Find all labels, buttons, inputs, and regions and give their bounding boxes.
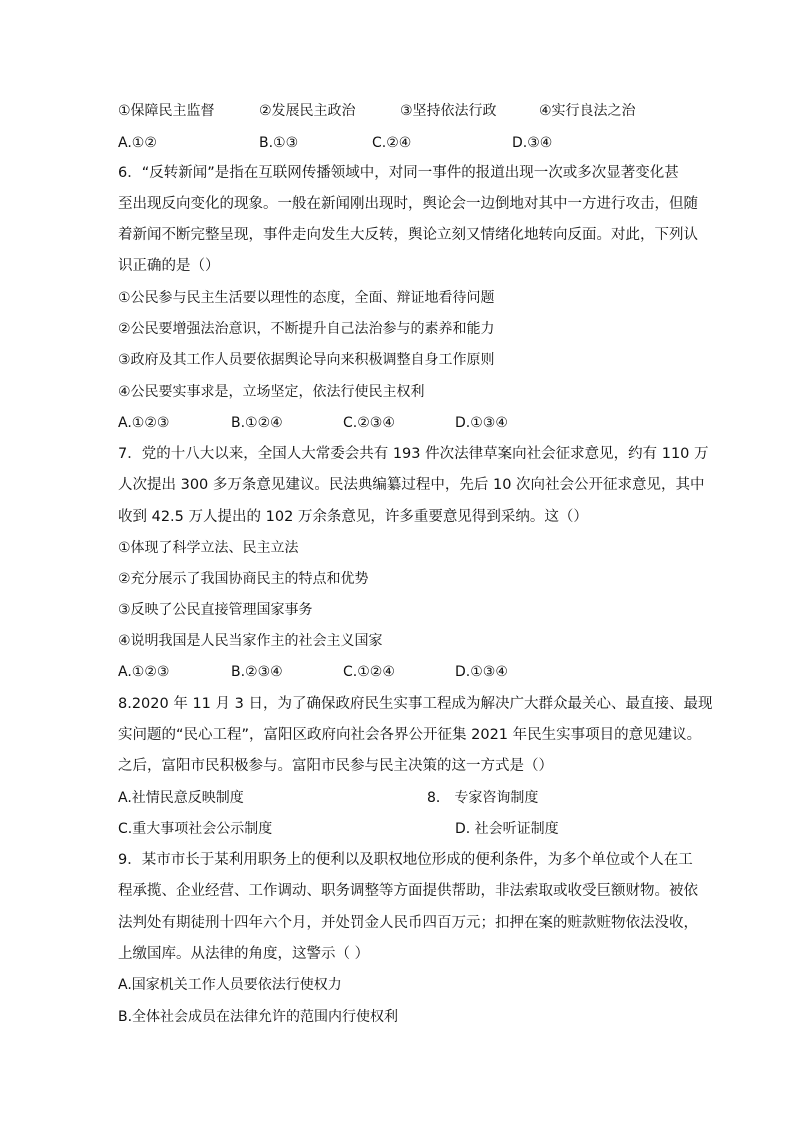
q8-option-c[interactable]: C.重大事项社会公示制度 [118, 821, 273, 837]
q8-stem-line: 8.2020 年 11 月 3 日，为了确保政府民生实事工程成为解决广大群众最关心、最直接、最现 [118, 696, 713, 712]
q5-option-d[interactable]: D.③④ [512, 135, 553, 151]
q5-item: ③坚持依法行政 [400, 103, 497, 119]
q5-option-c[interactable]: C.②④ [372, 135, 412, 151]
q7-option-c[interactable]: C.①②④ [343, 664, 395, 680]
q9-stem-line: 上缴国库。从法律的角度，这警示（ ） [118, 946, 370, 962]
q9-stem-line: 法判处有期徒刑十四年六个月，并处罚金人民币四百万元；扣押在案的赃款赃物依法没收， [118, 915, 698, 931]
q6-item: ③政府及其工作人员要依据舆论导向来积极调整自身工作原则 [118, 352, 495, 368]
q8-stem-line: 实问题的“民心工程”，富阳区政府向社会各界公开征集 2021 年民生实事项目的意见建议。 [118, 727, 702, 743]
q8-option-b[interactable]: 8． 专家咨询制度 [427, 790, 539, 806]
q8-option-d[interactable]: D. 社会听证制度 [455, 821, 559, 837]
q7-item: ③反映了公民直接管理国家事务 [118, 602, 313, 618]
q6-stem-line: 识正确的是（） [118, 258, 220, 274]
q5-item: ②发展民主政治 [259, 103, 356, 119]
q8-stem-line: 之后，富阳市民积极参与。富阳市民参与民主决策的这一方式是（） [118, 758, 553, 774]
q7-item: ②充分展示了我国协商民主的特点和优势 [118, 571, 369, 587]
q6-item: ①公民参与民主生活要以理性的态度，全面、辩证地看待问题 [118, 290, 495, 306]
q7-stem-line: 收到 42.5 万人提出的 102 万余条意见，许多重要意见得到采纳。这（） [118, 509, 588, 525]
q7-option-d[interactable]: D.①③④ [455, 664, 508, 680]
q9-stem-line: 9．某市市长于某利用职务上的便利以及职权地位形成的便利条件，为多个单位或个人在工 [118, 852, 693, 868]
q6-stem-line: 6．“反转新闻”是指在互联网传播领域中，对同一事件的报道出现一次或多次显著变化甚 [118, 165, 679, 181]
q7-option-a[interactable]: A.①②③ [118, 664, 170, 680]
q7-option-b[interactable]: B.②③④ [231, 664, 283, 680]
q6-stem-line: 着新闻不断完整呈现，事件走向发生大反转，舆论立刻又情绪化地转向反面。对此，下列认 [118, 227, 698, 243]
q6-option-d[interactable]: D.①③④ [455, 415, 508, 431]
q9-option-b[interactable]: B.全体社会成员在法律允许的范围内行使权利 [118, 1009, 399, 1025]
q5-option-a[interactable]: A.①② [118, 135, 157, 151]
q7-stem-line: 7．党的十八大以来，全国人大常委会共有 193 件次法律草案向社会征求意见，约有 110 万 [118, 446, 709, 462]
q6-option-b[interactable]: B.①②④ [231, 415, 283, 431]
q7-item: ④说明我国是人民当家作主的社会主义国家 [118, 633, 383, 649]
q8-option-a[interactable]: A.社情民意反映制度 [118, 790, 244, 806]
q5-item: ④实行良法之治 [539, 103, 636, 119]
q6-option-c[interactable]: C.②③④ [343, 415, 395, 431]
q9-stem-line: 程承揽、企业经营、工作调动、职务调整等方面提供帮助，非法索取或收受巨额财物。被依 [118, 883, 698, 899]
q6-option-a[interactable]: A.①②③ [118, 415, 170, 431]
q5-option-b[interactable]: B.①③ [259, 135, 299, 151]
q6-item: ④公民要实事求是，立场坚定，依法行使民主权利 [118, 384, 425, 400]
q6-stem-line: 至出现反向变化的现象。一般在新闻刚出现时，舆论会一边倒地对其中一方进行攻击，但随 [118, 196, 698, 212]
q6-item: ②公民要增强法治意识，不断提升自己法治参与的素养和能力 [118, 321, 495, 337]
q7-stem-line: 人次提出 300 多万条意见建议。民法典编纂过程中，先后 10 次向社会公开征求意见，其中 [118, 477, 705, 493]
q5-item: ①保障民主监督 [118, 103, 215, 119]
q9-option-a[interactable]: A.国家机关工作人员要依法行使权力 [118, 977, 342, 993]
q7-item: ①体现了科学立法、民主立法 [118, 540, 299, 556]
